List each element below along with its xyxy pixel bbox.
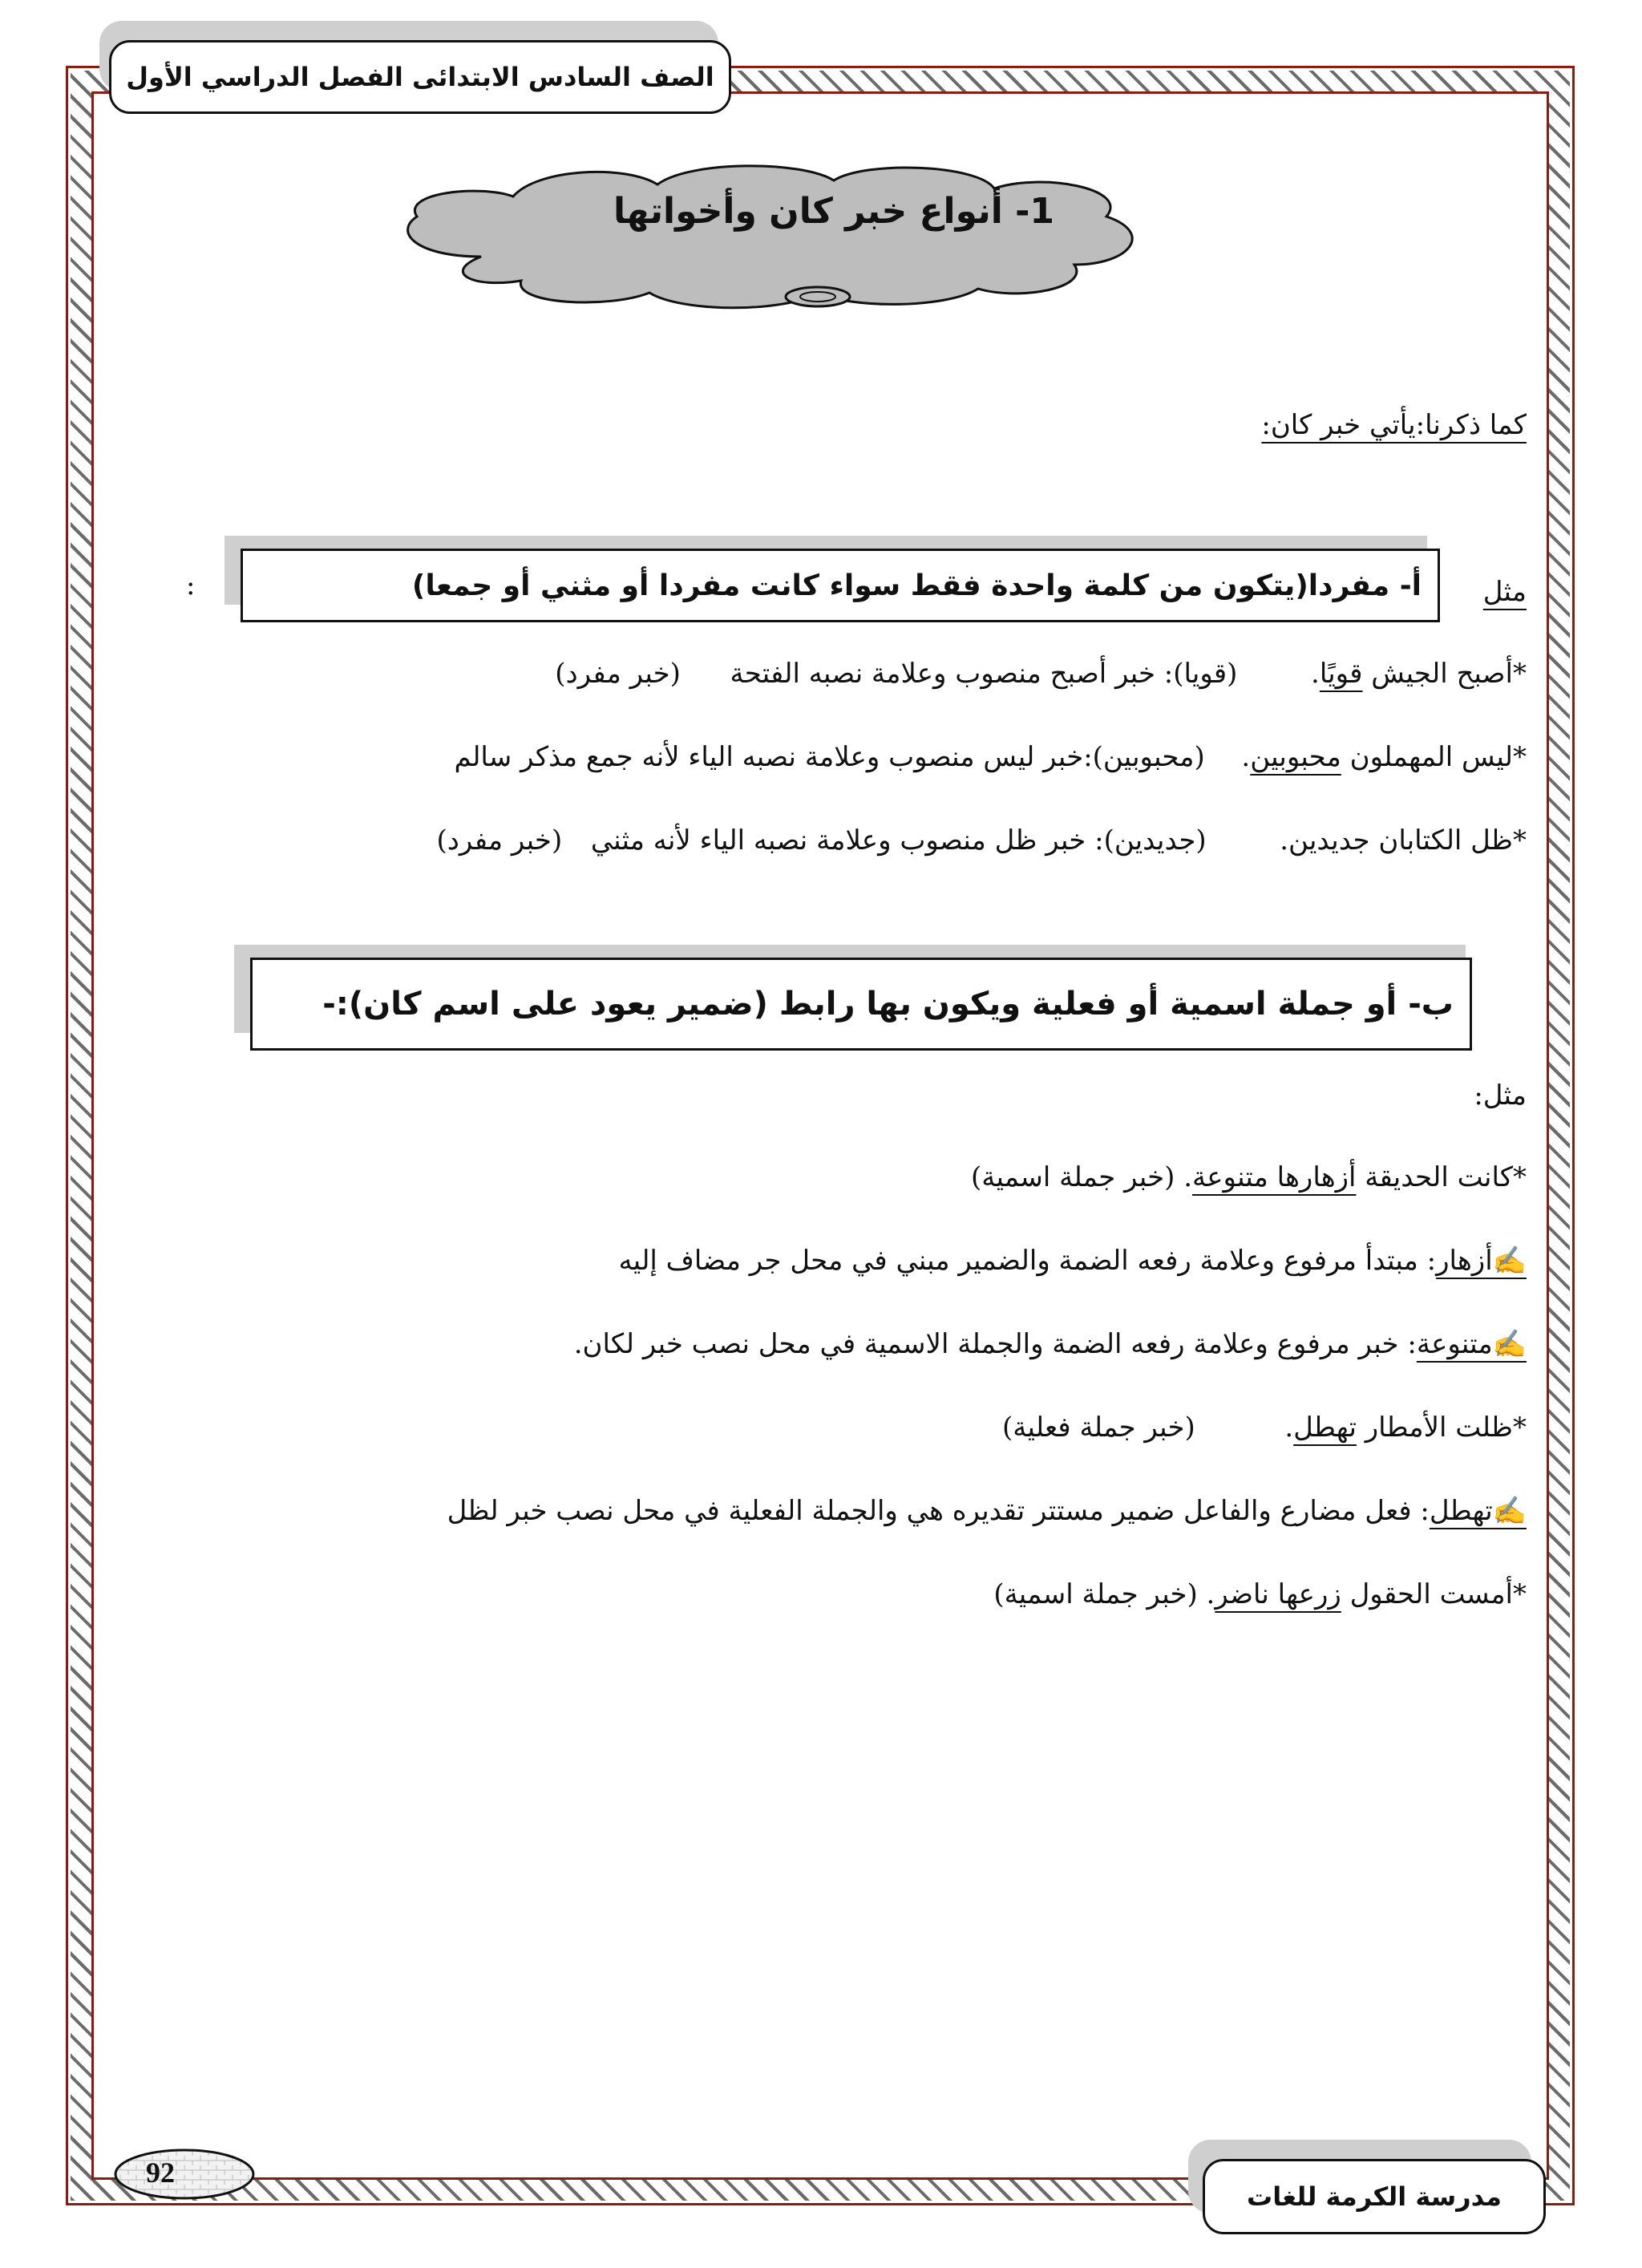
parse-line-2 (574, 1325, 1527, 1363)
line-text: *أمست الحقول (1341, 1578, 1527, 1610)
example-b-3 (993, 1575, 1527, 1614)
section-a-heading: أ- مفردا(يتكون من كلمة واحدة فقط سواء كانت مفردا أو مثني أو جمعا) (411, 569, 1422, 602)
example-sentence: *ظل الكتابان جديدين. (1280, 824, 1527, 857)
intro-line (1261, 406, 1527, 444)
line-khabar: زرعها ناضر (1215, 1578, 1341, 1610)
example-label-a: مثل (1482, 576, 1527, 608)
header-tab (109, 40, 731, 114)
parse-text: : فعل مضارع والفاعل ضمير مستتر تقديره هي والجملة الفعلية في محل نصب خبر لظل (447, 1495, 1430, 1527)
example-explanation: (محبوبين):خبر ليس منصوب وعلامة نصبه الياء لأنه جمع مذكر سالم (454, 741, 1205, 773)
parsed-word: ✍متنوعة (1416, 1328, 1527, 1360)
line-text: *كانت الحديقة (1356, 1161, 1527, 1193)
line-khabar: تهطل (1293, 1411, 1357, 1444)
section-a-heading-box (241, 549, 1440, 622)
example-a-1 (555, 654, 1527, 693)
example-type: (خبر مفرد) (436, 824, 563, 857)
grade-label: الصف السادس الابتدائى الفصل الدراسي الأول (126, 62, 714, 92)
title-cloud (385, 160, 1171, 321)
example-khabar: قويًا (1319, 658, 1363, 690)
school-name: مدرسة الكرمة للغات (1247, 2181, 1502, 2212)
example-sentence: *ليس المهملون (1341, 741, 1527, 773)
example-a-3 (437, 821, 1527, 860)
parse-text: : مبتدأ مرفوع وعلامة رفعه الضمة والضمير مبني في محل جر مضاف إليه (618, 1245, 1437, 1277)
line-text: . (خبر جملة اسمية) (970, 1161, 1193, 1193)
line-text: . (1284, 1411, 1294, 1444)
example-khabar: محبوبين (1250, 741, 1341, 773)
example-punct: . (1241, 741, 1251, 773)
example-explanation: (قويا): خبر أصبح منصوب وعلامة نصبه الفتحة (730, 658, 1238, 690)
intro-text: كما ذكرنا:يأتي خبر كان: (1261, 409, 1527, 441)
parse-line-1 (619, 1241, 1527, 1280)
example-b-1 (971, 1158, 1527, 1197)
line-text: . (خبر جملة اسمية) (993, 1578, 1215, 1610)
section-a-colon: : (186, 569, 196, 601)
page-number: 92 (146, 2157, 175, 2189)
section-b-heading: ب- أو جملة اسمية أو فعلية ويكون بها رابط (ضمير يعود على اسم كان):- (322, 986, 1454, 1023)
line-text: *ظلت الأمطار (1356, 1411, 1527, 1444)
example-sentence: *أصبح الجيش (1362, 658, 1527, 690)
parse-text: : خبر مرفوع وعلامة رفعه الضمة والجملة الاسمية في محل نصب خبر لكان. (573, 1328, 1417, 1360)
parsed-word: ✍أزهار (1436, 1245, 1527, 1277)
page-content-area (91, 91, 1549, 2180)
parse-line-3 (447, 1492, 1527, 1530)
parsed-word: ✍تهطل (1429, 1495, 1527, 1527)
example-label-b: مثل: (1474, 1079, 1527, 1112)
school-tab (1203, 2159, 1546, 2234)
example-b-2 (1002, 1408, 1527, 1447)
page-title: 1- أنواع خبر كان وأخواتها (613, 191, 1055, 232)
line-khabar: أزهارها متنوعة (1192, 1161, 1357, 1193)
section-b-heading-box (250, 958, 1472, 1051)
example-punct: . (1311, 658, 1320, 690)
example-type: (خبر مفرد) (555, 658, 681, 690)
example-a-2 (454, 738, 1527, 776)
example-explanation: (جديدين): خبر ظل منصوب وعلامة نصبه الياء لأنه مثني (590, 824, 1207, 857)
example-type: (خبر جملة فعلية) (1001, 1411, 1195, 1444)
